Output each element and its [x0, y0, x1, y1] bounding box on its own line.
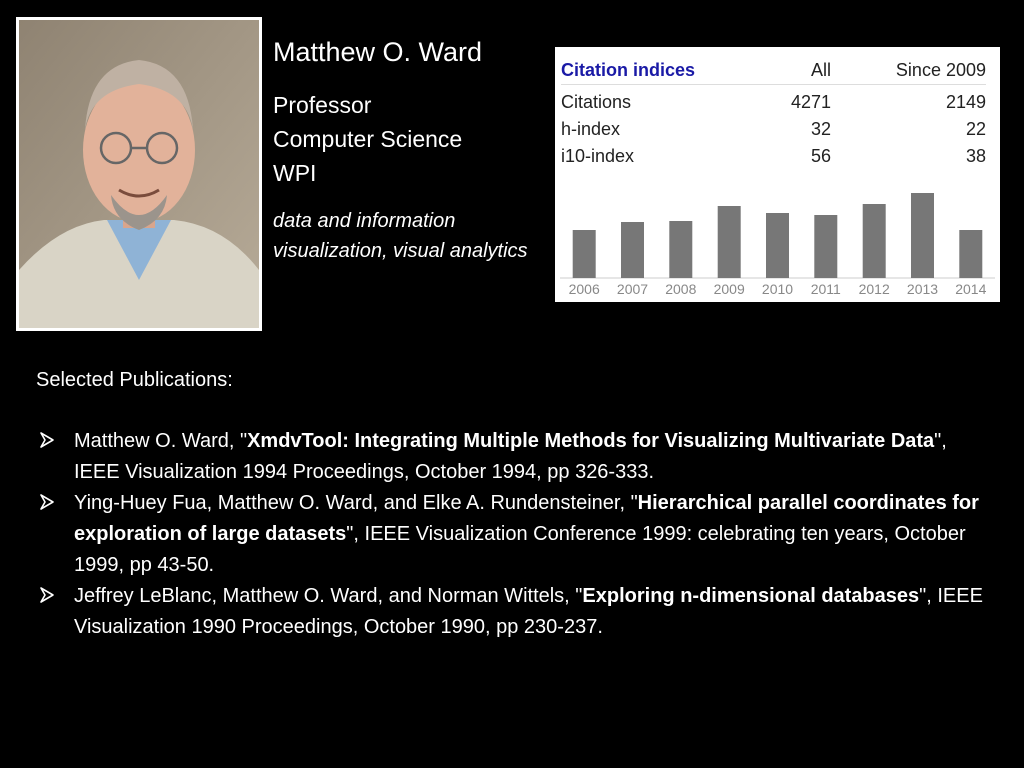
chart-bar-2011: [814, 215, 837, 278]
profile-interests: data and information visualization, visual analytics: [273, 210, 528, 262]
profile-department: Computer Science: [273, 126, 463, 152]
chart-bar-2013: [911, 193, 934, 278]
citation-header-all: All: [810, 60, 831, 80]
publication-venue: ", IEEE Visualization 1994 Proceedings, October 1994, pp 326-333.: [74, 430, 947, 483]
chart-bar-2014: [959, 230, 982, 278]
citation-card: [555, 47, 1000, 302]
profile-name: Matthew O. Ward: [273, 37, 483, 67]
profile-institution: WPI: [273, 160, 317, 186]
publications-list: [36, 426, 986, 643]
citation-row-all: 56: [810, 146, 831, 166]
citations-bar-chart: [555, 187, 1000, 302]
citation-row-all: 32: [810, 119, 831, 139]
publication-item: [36, 488, 986, 581]
citation-header-row: [561, 57, 986, 85]
publications-heading: Selected Publications:: [36, 369, 233, 391]
chart-tick-label: 2012: [858, 281, 890, 297]
citation-row-citations: [561, 89, 986, 116]
publication-venue: ", IEEE Visualization 1990 Proceedings, October 1990, pp 230-237.: [74, 585, 983, 638]
chart-bar-2007: [621, 222, 644, 278]
citation-row-since: 22: [965, 119, 986, 139]
chart-tick-label: 2006: [568, 281, 600, 297]
citation-row-all: 4271: [790, 92, 831, 112]
chart-tick-label: 2011: [810, 281, 841, 297]
arrow-bullet-icon: [38, 493, 56, 511]
citation-header-since: Since 2009: [895, 60, 986, 80]
citation-header-label: Citation indices: [561, 60, 696, 80]
citation-row-since: 2149: [945, 92, 986, 112]
chart-tick-label: 2014: [955, 281, 987, 297]
profile-photo: [16, 17, 262, 331]
profile-title: Professor: [273, 92, 372, 118]
chart-bar-2012: [863, 204, 886, 278]
citation-row-label: h-index: [561, 119, 621, 139]
chart-tick-label: 2013: [906, 281, 939, 297]
chart-bar-2006: [573, 230, 596, 278]
chart-tick-label: 2009: [713, 281, 745, 297]
publication-item: [36, 581, 986, 643]
citation-row-h-index: [561, 116, 986, 143]
arrow-bullet-icon: [38, 586, 56, 604]
portrait-image: [19, 20, 259, 328]
publication-title: XmdvTool: Integrating Multiple Methods for Visualizing Multivariate Data: [247, 430, 935, 452]
chart-bar-2010: [766, 213, 789, 278]
publication-authors: Matthew O. Ward, ": [74, 430, 248, 452]
publication-authors: Ying-Huey Fua, Matthew O. Ward, and Elke A. Rundensteiner, ": [74, 492, 638, 514]
publication-title: Hierarchical parallel coordinates for exploration of large datasets: [74, 492, 979, 545]
publication-item: [36, 426, 986, 488]
chart-tick-label: 2008: [665, 281, 697, 297]
chart-tick-label: 2010: [761, 281, 794, 297]
publication-venue: ", IEEE Visualization Conference 1999: celebrating ten years, October 1999, pp 43-50.: [74, 523, 966, 576]
citation-row-since: 38: [965, 146, 986, 166]
citation-row-i10-index: [561, 143, 986, 170]
profile-info: [273, 34, 543, 266]
chart-bar-2009: [718, 206, 741, 278]
citation-table: [561, 57, 986, 170]
publication-authors: Jeffrey LeBlanc, Matthew O. Ward, and Norman Wittels, ": [74, 585, 583, 607]
citation-row-label: i10-index: [561, 146, 635, 166]
citation-row-label: Citations: [561, 92, 632, 112]
chart-bar-2008: [669, 221, 692, 278]
publication-title: Exploring n-dimensional databases: [582, 585, 920, 607]
arrow-bullet-icon: [38, 431, 56, 449]
chart-tick-label: 2007: [616, 281, 649, 297]
